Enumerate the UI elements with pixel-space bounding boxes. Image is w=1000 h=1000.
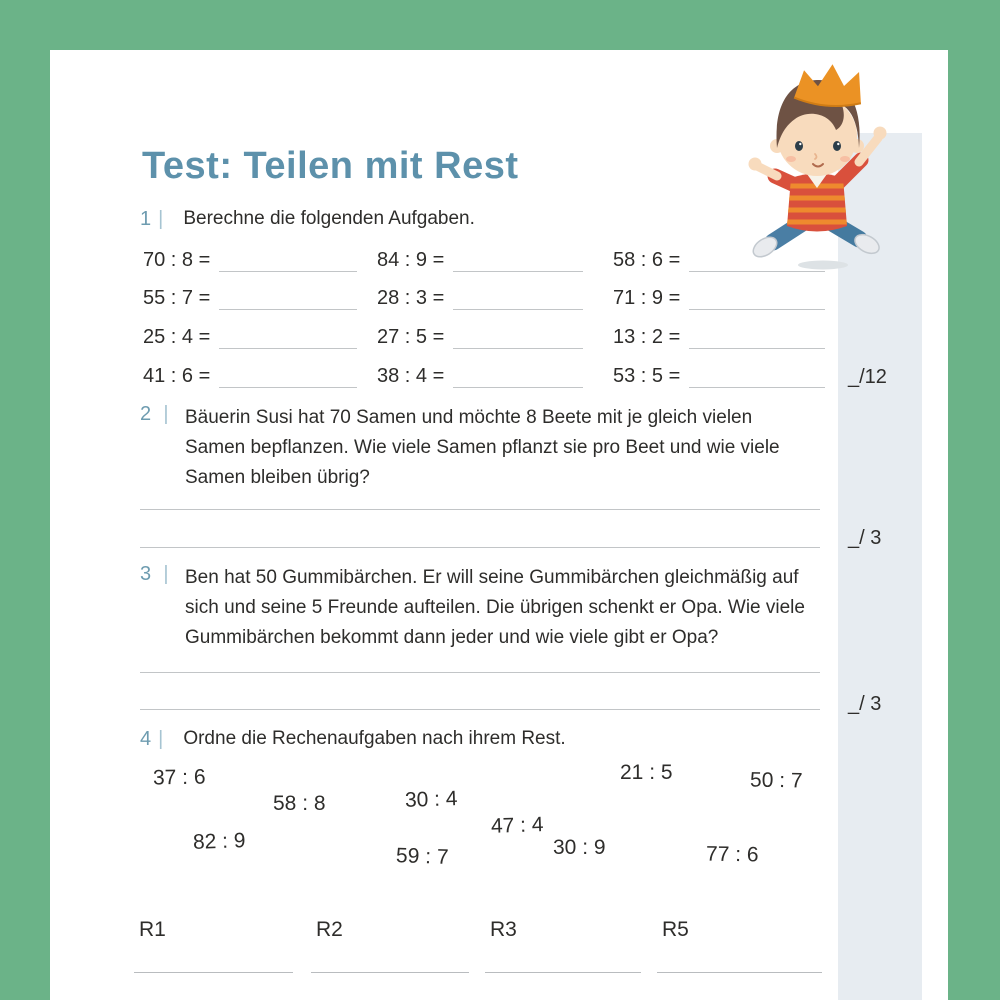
division-problem: 53 : 5 = bbox=[613, 362, 825, 388]
exercise-4-prompt: Ordne die Rechenaufgaben nach ihrem Rest. bbox=[183, 728, 566, 749]
exercise-2-prompt: Bäuerin Susi hat 70 Samen und möchte 8 Beete mit je gleich vielen Samen bepflanzen. Wie viele Samen pflanzt sie pro Beet und wie viele Samen bleiben übrig? bbox=[185, 407, 780, 488]
division-problem: 13 : 2 = bbox=[613, 323, 825, 349]
exercise-4-number-bar: | bbox=[158, 728, 164, 750]
exercise-3-prompt: Ben hat 50 Gummibärchen. Er will seine Gummibärchen gleichmäßig auf sich und seine 5 Freunde aufteilen. Die übrigen schenkt er Opa. Wie viele Gummibärchen bekommt dann jeder und wie viele gibt er Opa? bbox=[185, 567, 805, 648]
exercise-2-number-bar: | bbox=[163, 403, 169, 425]
scatter-problem: 30 : 4 bbox=[404, 787, 458, 812]
worksheet-page bbox=[50, 50, 948, 1000]
scatter-problem: 77 : 6 bbox=[705, 842, 759, 867]
remainder-bin bbox=[657, 918, 822, 973]
division-problem: 71 : 9 = bbox=[613, 284, 825, 310]
remainder-bin-line bbox=[485, 972, 641, 973]
scatter-problem: 37 : 6 bbox=[152, 765, 206, 790]
scatter-problem: 30 : 9 bbox=[553, 836, 606, 859]
answer-blank bbox=[219, 361, 357, 388]
scatter-problem: 50 : 7 bbox=[749, 768, 803, 793]
score-field-exercise-1: _/12 bbox=[848, 366, 887, 388]
scatter-problem: 82 : 9 bbox=[192, 829, 246, 854]
scatter-problem: 58 : 8 bbox=[273, 792, 326, 815]
division-problem: 70 : 8 = bbox=[143, 246, 357, 272]
page-title: Test: Teilen mit Rest bbox=[142, 145, 519, 187]
division-problem: 27 : 5 = bbox=[377, 323, 583, 349]
exercise-3-header bbox=[140, 563, 805, 653]
remainder-bin-line bbox=[134, 972, 293, 973]
scatter-problem: 47 : 4 bbox=[490, 813, 544, 838]
answer-blank bbox=[689, 322, 825, 349]
answer-blank bbox=[219, 322, 357, 349]
division-problem: 84 : 9 = bbox=[377, 246, 583, 272]
division-problem: 38 : 4 = bbox=[377, 362, 583, 388]
remainder-bin-line bbox=[657, 972, 822, 973]
remainder-bin-label: R1 bbox=[139, 918, 166, 941]
answer-line bbox=[140, 672, 820, 673]
scatter-problem: 21 : 5 bbox=[620, 761, 673, 784]
exercise-3-number: 3 bbox=[140, 563, 152, 585]
remainder-bin bbox=[311, 918, 469, 973]
answer-blank bbox=[219, 283, 357, 310]
division-problem: 28 : 3 = bbox=[377, 284, 583, 310]
exercise-1-number-bar: | bbox=[158, 208, 164, 230]
answer-blank bbox=[453, 245, 583, 272]
exercise-1-number: 1 bbox=[140, 208, 152, 230]
division-problem: 58 : 6 = bbox=[613, 246, 825, 272]
remainder-bin-label: R2 bbox=[316, 918, 343, 941]
crown-icon bbox=[794, 62, 864, 108]
score-field-exercise-3: _/ 3 bbox=[848, 693, 882, 715]
remainder-bin-line bbox=[311, 972, 469, 973]
exercise-2-header bbox=[140, 403, 780, 493]
remainder-bin bbox=[134, 918, 293, 973]
boy-with-crown-illustration bbox=[735, 58, 895, 273]
remainder-bin-label: R5 bbox=[662, 918, 689, 941]
exercise-4-number: 4 bbox=[140, 728, 152, 750]
answer-blank bbox=[689, 283, 825, 310]
answer-line bbox=[140, 547, 820, 548]
division-problem: 55 : 7 = bbox=[143, 284, 357, 310]
division-problem: 41 : 6 = bbox=[143, 362, 357, 388]
answer-line bbox=[140, 509, 820, 510]
answer-blank bbox=[453, 322, 583, 349]
score-field-exercise-2: _/ 3 bbox=[848, 527, 882, 549]
remainder-bin bbox=[485, 918, 641, 973]
shadow-ellipse bbox=[798, 261, 848, 270]
answer-blank bbox=[453, 283, 583, 310]
remainder-bin-label: R3 bbox=[490, 918, 517, 941]
division-problem: 25 : 4 = bbox=[143, 323, 357, 349]
answer-blank bbox=[219, 245, 357, 272]
exercise-3-number-bar: | bbox=[163, 563, 169, 585]
exercise-1-prompt: Berechne die folgenden Aufgaben. bbox=[183, 208, 475, 229]
scatter-problem: 59 : 7 bbox=[395, 844, 449, 869]
answer-blank bbox=[689, 361, 825, 388]
exercise-2-number: 2 bbox=[140, 403, 152, 425]
answer-line bbox=[140, 709, 820, 710]
answer-blank bbox=[453, 361, 583, 388]
exercise-1-header bbox=[140, 208, 475, 231]
exercise-4-header bbox=[140, 728, 566, 751]
